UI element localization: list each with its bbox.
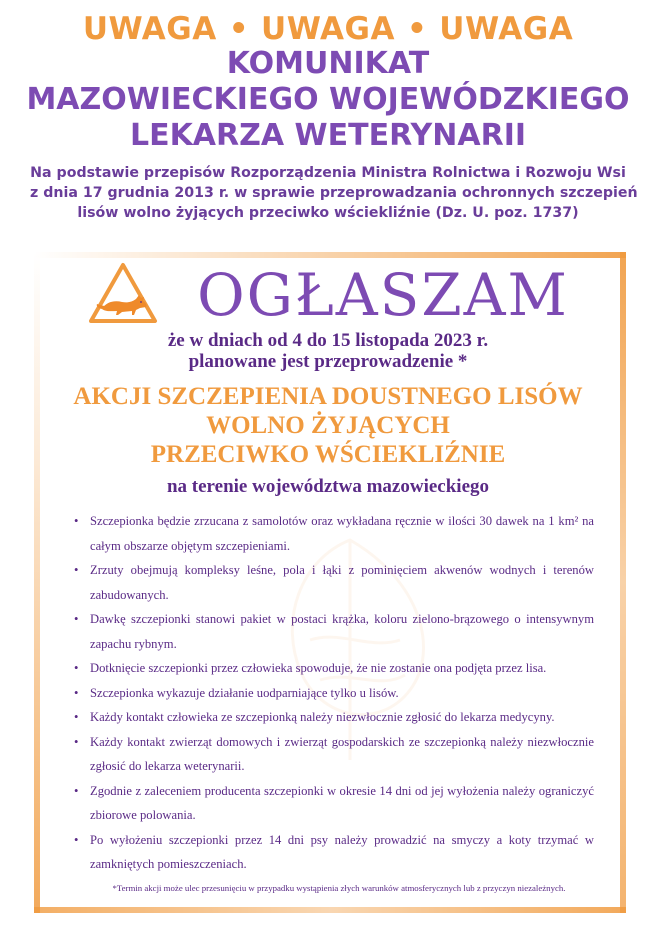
list-item: • Szczepionka będzie zrzucana z samolotów oraz wykładana ręcznie w ilości 30 dawek na 1 km² na całym obszarze objętym szczepieniami. xyxy=(74,509,594,558)
alert-banner xyxy=(0,12,656,46)
list-item: • Dawkę szczepionki stanowi pakiet w postaci krążka, koloru zielono-brązowego o intensywnym zapachu rybnym. xyxy=(74,607,594,656)
fox-warning-triangle-icon xyxy=(88,262,158,324)
legal-line-1: Na podstawie przepisów Rozporządzenia Ministra Rolnictwa i Rozwoju Wsi xyxy=(30,165,626,181)
footnote: *Termin akcji może ulec przesunięciu w przypadku wystąpienia złych warunków atmosferycznych lub z przyczyn niezależnych. xyxy=(112,883,566,893)
title-line-3: LEKARZA WETERYNARII xyxy=(129,118,527,153)
notice-title xyxy=(0,46,656,154)
list-item: • Po wyłożeniu szczepionki przez 14 dni psy należy prowadzić na smyczy a koty trzymać w zamkniętych pomieszczeniach. xyxy=(74,828,594,877)
alert-separator-2: • xyxy=(406,11,428,47)
list-item: • Szczepionka wykazuje działanie uodparniające tylko u lisów. xyxy=(74,681,594,706)
planned-line: planowane jest przeprowadzenie * xyxy=(188,351,468,372)
dates-line: że w dniach od 4 do 15 listopada 2023 r. xyxy=(167,330,489,351)
title-line-2: MAZOWIECKIEGO WOJEWÓDZKIEGO xyxy=(26,82,630,117)
list-item: • Każdy kontakt człowieka ze szczepionką należy niezwłocznie zgłosić do lekarza medycyny. xyxy=(74,705,594,730)
legal-line-2: z dnia 17 grudnia 2013 r. w sprawie przeprowadzania ochronnych szczepień xyxy=(30,185,638,201)
legal-line-3: lisów wolno żyjących przeciwko wściekliźnie (Dz. U. poz. 1737) xyxy=(77,205,579,221)
list-item: • Dotknięcie szczepionki przez człowieka spowoduje, że nie zostanie ona podjęta przez lisa. xyxy=(74,656,594,681)
alert-word-3: UWAGA xyxy=(439,11,574,47)
information-list xyxy=(74,509,594,877)
action-line-3: PRZECIWKO WŚCIEKLIŹNIE xyxy=(150,441,506,468)
action-line-1: AKCJI SZCZEPIENIA DOUSTNEGO LISÓW xyxy=(73,383,583,410)
announcement-heading: OGŁASZAM xyxy=(197,261,569,329)
list-item: • Zrzuty obejmują kompleksy leśne, pola i łąki z pominięciem akwenów wodnych i terenów zabudowanych. xyxy=(74,558,594,607)
alert-separator-1: • xyxy=(228,11,250,47)
announcement-dates xyxy=(0,330,656,372)
list-item: • Każdy kontakt zwierząt domowych i zwierząt gospodarskich ze szczepionką należy niezwłocznie zgłosić do lekarza weterynarii. xyxy=(74,730,594,779)
action-title xyxy=(0,382,656,469)
action-line-2: WOLNO ŻYJĄCYCH xyxy=(206,412,450,439)
legal-basis xyxy=(30,163,638,223)
area-line: na terenie województwa mazowieckiego xyxy=(166,476,490,497)
alert-word-2: UWAGA xyxy=(261,11,395,47)
list-item: • Zgodnie z zaleceniem producenta szczepionki w okresie 14 dni od jej wyłożenia należy ograniczyć zbiorowe polowania. xyxy=(74,779,594,828)
title-line-1: KOMUNIKAT xyxy=(226,46,430,81)
alert-word-1: UWAGA xyxy=(82,11,217,47)
